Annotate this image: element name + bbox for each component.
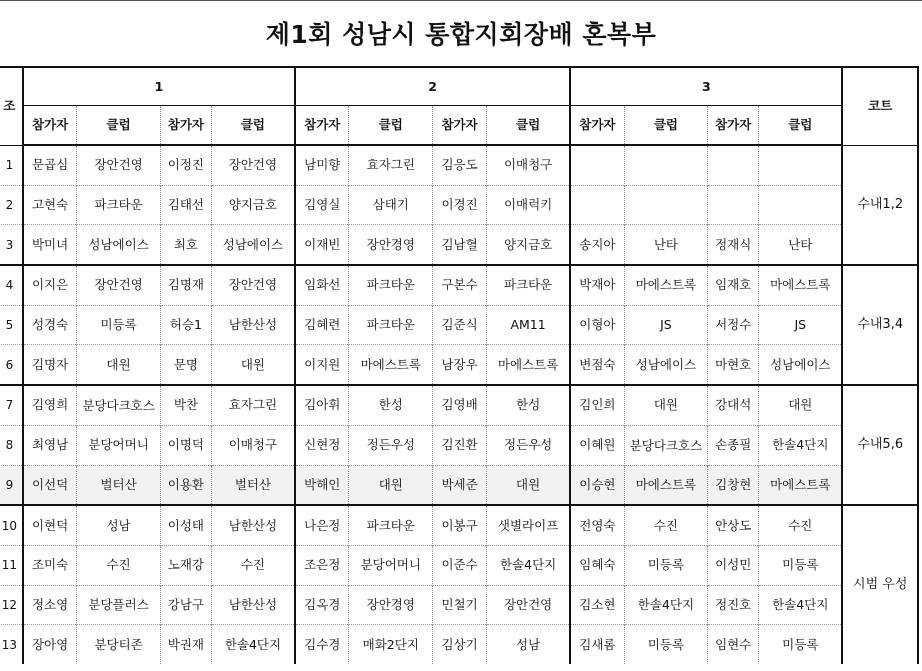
club-cell: 남한산성 <box>211 585 295 625</box>
header-participant: 참가자 <box>295 106 349 146</box>
participant-cell: 김진환 <box>433 425 487 465</box>
participant-cell: 고현숙 <box>23 185 77 225</box>
participant-cell: 마현호 <box>708 345 759 385</box>
table-row <box>0 385 918 425</box>
club-cell: 파크타운 <box>77 185 161 225</box>
table-row <box>0 145 918 185</box>
group-number: 4 <box>0 265 23 305</box>
club-cell: 파크타운 <box>349 305 433 345</box>
club-cell: 분당어머니 <box>77 425 161 465</box>
header-participant: 참가자 <box>433 106 487 146</box>
court-cell: 수내5,6 <box>842 385 918 505</box>
club-cell: 양지금호 <box>486 225 570 265</box>
group-number: 10 <box>0 505 23 545</box>
club-cell: 마에스트록 <box>624 465 708 505</box>
header-round-1: 1 <box>23 67 295 106</box>
participant-cell: 김아휘 <box>295 385 349 425</box>
participant-cell: 이용환 <box>160 465 211 505</box>
club-cell: 장안건영 <box>77 145 161 185</box>
group-number: 12 <box>0 585 23 625</box>
table-row <box>0 545 918 585</box>
club-cell: 난타 <box>624 225 708 265</box>
participant-cell: 이봉구 <box>433 505 487 545</box>
participant-cell: 이현덕 <box>23 505 77 545</box>
group-number: 6 <box>0 345 23 385</box>
participant-cell: 강대석 <box>708 385 759 425</box>
participant-cell: 김영실 <box>295 185 349 225</box>
club-cell: 대원 <box>211 345 295 385</box>
participant-cell: 이재빈 <box>295 225 349 265</box>
club-cell: 마에스트록 <box>624 265 708 305</box>
participant-cell: 김옥경 <box>295 585 349 625</box>
club-cell: 한솔4단지 <box>759 585 843 625</box>
participant-cell <box>708 145 759 185</box>
court-cell: 시범 우성 <box>842 505 918 664</box>
participant-cell: 김준식 <box>433 305 487 345</box>
club-cell: 수진 <box>211 545 295 585</box>
club-cell: 한솔4단지 <box>211 625 295 664</box>
participant-cell: 전영숙 <box>570 505 624 545</box>
participant-cell: 구본수 <box>433 265 487 305</box>
club-cell: 미등록 <box>759 545 843 585</box>
club-cell: 한솔4단지 <box>486 545 570 585</box>
club-cell: 성남 <box>486 625 570 664</box>
club-cell: 미등록 <box>77 305 161 345</box>
club-cell: 이매럭키 <box>486 185 570 225</box>
table-row <box>0 305 918 345</box>
club-cell: 양지금호 <box>211 185 295 225</box>
club-cell: 성남에이스 <box>624 345 708 385</box>
participant-cell: 장아영 <box>23 625 77 664</box>
club-cell: 미등록 <box>624 545 708 585</box>
participant-cell: 허승1 <box>160 305 211 345</box>
participant-cell: 이성태 <box>160 505 211 545</box>
participant-cell: 임현수 <box>708 625 759 664</box>
participant-cell: 박해인 <box>295 465 349 505</box>
participant-cell: 박권재 <box>160 625 211 664</box>
participant-cell: 박재아 <box>570 265 624 305</box>
table-row <box>0 505 918 545</box>
club-cell: 대원 <box>759 385 843 425</box>
club-cell: 파크타운 <box>349 505 433 545</box>
club-cell: 파크타운 <box>486 265 570 305</box>
header-club: 클럽 <box>349 106 433 146</box>
club-cell: 삼태기 <box>349 185 433 225</box>
club-cell: 한성 <box>349 385 433 425</box>
participant-cell: 임재호 <box>708 265 759 305</box>
club-cell: 장안건영 <box>211 265 295 305</box>
header-group: 조 <box>0 67 23 145</box>
participant-cell: 김수경 <box>295 625 349 664</box>
participant-cell: 김영배 <box>433 385 487 425</box>
participant-cell: 정소영 <box>23 585 77 625</box>
participant-cell: 김소현 <box>570 585 624 625</box>
page-title: 제1회 성남시 통합지회장배 혼복부 <box>265 20 657 49</box>
participant-cell: 김혜련 <box>295 305 349 345</box>
club-cell: 수진 <box>759 505 843 545</box>
header-court: 코트 <box>842 67 918 145</box>
participant-cell <box>570 185 624 225</box>
participant-cell: 안상도 <box>708 505 759 545</box>
club-cell: 이매청구 <box>486 145 570 185</box>
club-cell: 성남 <box>77 505 161 545</box>
participant-cell: 김태선 <box>160 185 211 225</box>
participant-cell: 이정진 <box>160 145 211 185</box>
club-cell: 대원 <box>624 385 708 425</box>
participant-cell: 이혜원 <box>570 425 624 465</box>
club-cell: 대원 <box>486 465 570 505</box>
participant-cell: 노재강 <box>160 545 211 585</box>
participant-cell: 김명자 <box>23 345 77 385</box>
club-cell: 장안건영 <box>77 265 161 305</box>
header-participant: 참가자 <box>570 106 624 146</box>
club-cell: 장안경영 <box>349 585 433 625</box>
group-number: 8 <box>0 425 23 465</box>
club-cell: 한솔4단지 <box>624 585 708 625</box>
club-cell: 분당어머니 <box>349 545 433 585</box>
table-row <box>0 425 918 465</box>
club-cell: 미등록 <box>624 625 708 664</box>
header-club: 클럽 <box>624 106 708 146</box>
club-cell: 정든우성 <box>486 425 570 465</box>
participant-cell: 정진호 <box>708 585 759 625</box>
club-cell: 한솔4단지 <box>759 425 843 465</box>
table-row <box>0 585 918 625</box>
club-cell: 마에스트록 <box>486 345 570 385</box>
participant-cell: 김명재 <box>160 265 211 305</box>
table-row <box>0 465 918 505</box>
participant-cell: 문명 <box>160 345 211 385</box>
participant-cell: 나은정 <box>295 505 349 545</box>
court-cell: 수내3,4 <box>842 265 918 385</box>
bracket-table <box>0 66 919 664</box>
participant-cell: 최호 <box>160 225 211 265</box>
participant-cell: 조은정 <box>295 545 349 585</box>
club-cell: 벌터산 <box>211 465 295 505</box>
club-cell: 마에스트록 <box>349 345 433 385</box>
club-cell: 성남에이스 <box>77 225 161 265</box>
header-club: 클럽 <box>486 106 570 146</box>
club-cell: 효자그린 <box>349 145 433 185</box>
club-cell: 수진 <box>624 505 708 545</box>
club-cell: 마에스트록 <box>759 265 843 305</box>
club-cell: 분당플러스 <box>77 585 161 625</box>
participant-cell: 임화선 <box>295 265 349 305</box>
participant-cell: 이형아 <box>570 305 624 345</box>
table-row <box>0 345 918 385</box>
table-row <box>0 225 918 265</box>
participant-cell: 이명덕 <box>160 425 211 465</box>
group-number: 11 <box>0 545 23 585</box>
club-cell: 장안건영 <box>486 585 570 625</box>
participant-cell: 정재식 <box>708 225 759 265</box>
participant-cell: 이선덕 <box>23 465 77 505</box>
header-club: 클럽 <box>759 106 843 146</box>
participant-cell: 강남구 <box>160 585 211 625</box>
group-number: 5 <box>0 305 23 345</box>
table-body <box>0 145 918 664</box>
participant-cell: 김인희 <box>570 385 624 425</box>
club-cell: 난타 <box>759 225 843 265</box>
header-participant: 참가자 <box>708 106 759 146</box>
group-number: 3 <box>0 225 23 265</box>
club-cell: 성남에이스 <box>759 345 843 385</box>
participant-cell: 박세준 <box>433 465 487 505</box>
club-cell: 대원 <box>349 465 433 505</box>
participant-cell: 서정수 <box>708 305 759 345</box>
club-cell: 효자그린 <box>211 385 295 425</box>
club-cell: 남한산성 <box>211 505 295 545</box>
club-cell: 남한산성 <box>211 305 295 345</box>
participant-cell: 문곱심 <box>23 145 77 185</box>
club-cell: 분당티존 <box>77 625 161 664</box>
club-cell: 마에스트록 <box>759 465 843 505</box>
participant-cell: 최영남 <box>23 425 77 465</box>
club-cell: 수진 <box>77 545 161 585</box>
club-cell: 분당다크호스 <box>77 385 161 425</box>
court-cell: 수내1,2 <box>842 145 918 265</box>
club-cell: JS <box>759 305 843 345</box>
participant-cell: 조미숙 <box>23 545 77 585</box>
participant-cell: 남장우 <box>433 345 487 385</box>
club-cell: 파크타운 <box>349 265 433 305</box>
participant-cell: 이지은 <box>23 265 77 305</box>
participant-cell: 손종필 <box>708 425 759 465</box>
header-club: 클럽 <box>211 106 295 146</box>
club-cell: AM11 <box>486 305 570 345</box>
participant-cell: 송지아 <box>570 225 624 265</box>
header-participant: 참가자 <box>160 106 211 146</box>
header-round-2: 2 <box>295 67 570 106</box>
club-cell: 장안건영 <box>211 145 295 185</box>
participant-cell: 김남혈 <box>433 225 487 265</box>
participant-cell: 박미녀 <box>23 225 77 265</box>
club-cell: 장안경영 <box>349 225 433 265</box>
club-cell: 샛별라이프 <box>486 505 570 545</box>
club-cell: 매화2단지 <box>349 625 433 664</box>
club-cell: 한성 <box>486 385 570 425</box>
participant-cell: 박찬 <box>160 385 211 425</box>
participant-cell: 신현정 <box>295 425 349 465</box>
header-club: 클럽 <box>77 106 161 146</box>
participant-cell: 김새롬 <box>570 625 624 664</box>
participant-cell: 성경숙 <box>23 305 77 345</box>
participant-cell <box>570 145 624 185</box>
club-cell: 미등록 <box>759 625 843 664</box>
club-cell: 정든우성 <box>349 425 433 465</box>
participant-cell: 김상기 <box>433 625 487 664</box>
participant-cell: 남미향 <box>295 145 349 185</box>
group-number: 1 <box>0 145 23 185</box>
club-cell <box>624 145 708 185</box>
participant-cell: 이준수 <box>433 545 487 585</box>
club-cell: JS <box>624 305 708 345</box>
club-cell: 대원 <box>77 345 161 385</box>
club-cell: 성남에이스 <box>211 225 295 265</box>
participant-cell: 이지원 <box>295 345 349 385</box>
participant-cell: 김영희 <box>23 385 77 425</box>
table-row <box>0 625 918 664</box>
header-round-3: 3 <box>570 67 842 106</box>
sub-header-row <box>0 106 918 146</box>
participant-cell: 김창현 <box>708 465 759 505</box>
table-row <box>0 185 918 225</box>
club-cell: 이매청구 <box>211 425 295 465</box>
participant-cell: 김응도 <box>433 145 487 185</box>
participant-cell: 이경진 <box>433 185 487 225</box>
group-number: 7 <box>0 385 23 425</box>
header-participant: 참가자 <box>23 106 77 146</box>
club-cell <box>759 145 843 185</box>
group-number: 9 <box>0 465 23 505</box>
participant-cell: 민철기 <box>433 585 487 625</box>
group-number: 13 <box>0 625 23 664</box>
table-row <box>0 265 918 305</box>
club-cell: 분당다크호스 <box>624 425 708 465</box>
participant-cell <box>708 185 759 225</box>
group-number: 2 <box>0 185 23 225</box>
club-cell: 벌터산 <box>77 465 161 505</box>
participant-cell: 변점숙 <box>570 345 624 385</box>
participant-cell: 이성민 <box>708 545 759 585</box>
participant-cell: 임혜숙 <box>570 545 624 585</box>
club-cell <box>624 185 708 225</box>
participant-cell: 이승현 <box>570 465 624 505</box>
club-cell <box>759 185 843 225</box>
